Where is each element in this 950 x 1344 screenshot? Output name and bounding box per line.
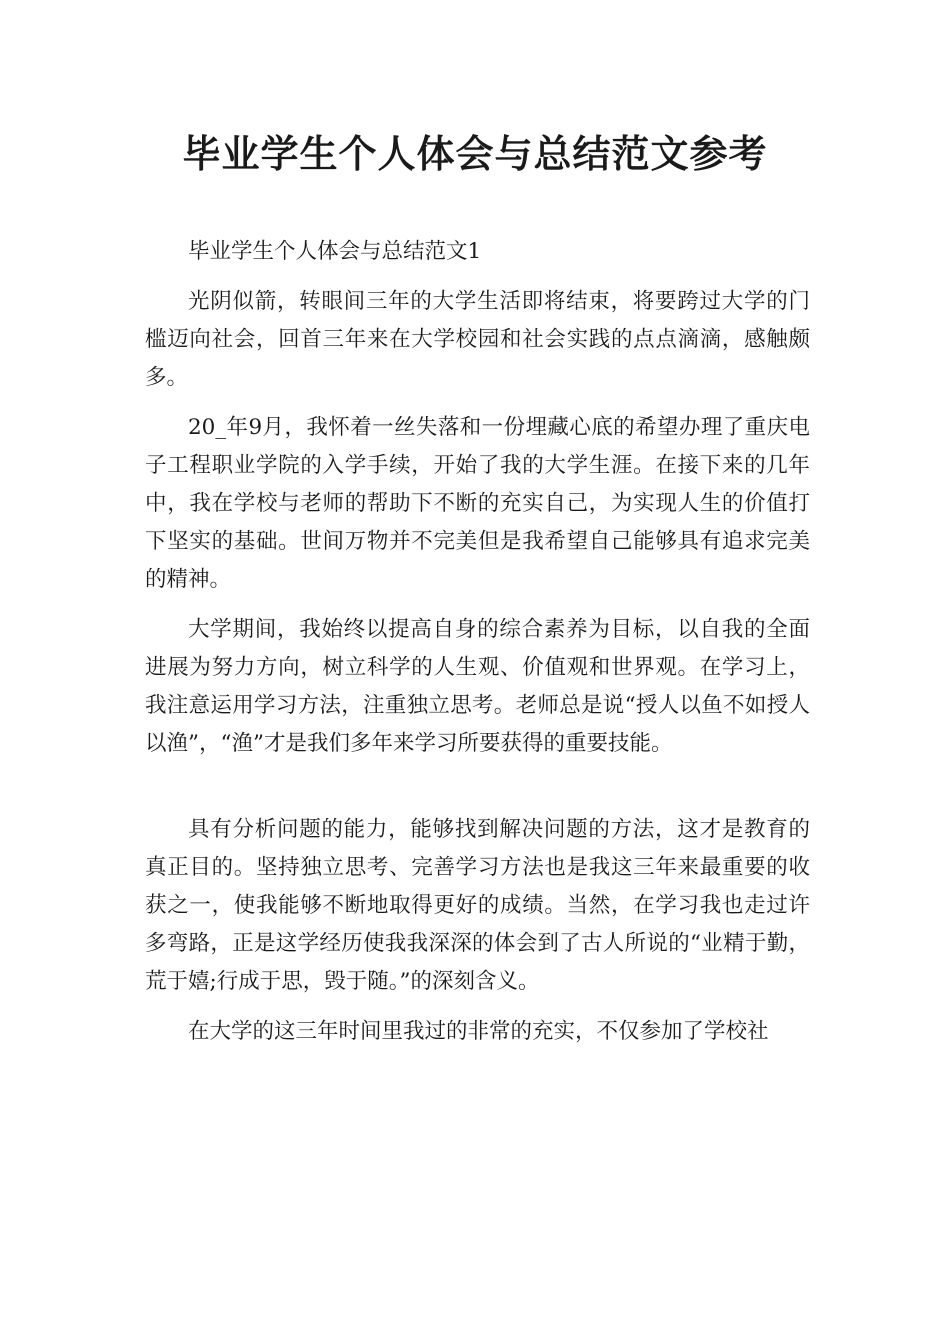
- paragraph-gap: [145, 775, 810, 811]
- section-heading: 毕业学生个人体会与总结范文1: [188, 239, 482, 264]
- paragraph-1: 光阴似箭，转眼间三年的大学生活即将结束，将要跨过大学的门槛迈向社会，回首三年来在大学校园和社会实践的点点滴滴，感触颇多。: [145, 289, 810, 390]
- paragraph-4: 具有分析问题的能力，能够找到解决问题的方法，这才是教育的真正目的。坚持独立思考、完善学习方法也是我这三年来最重要的收获之一，使我能够不断地取得更好的成绩。当然，在学习我也走过许多弯路，正是这学经历使我我深深的体会到了古人所说的“业精于勤，荒于嬉;行成于思，毁于随。”的深刻含义。: [145, 817, 810, 994]
- document-title: 毕业学生个人体会与总结范文参考: [182, 132, 768, 176]
- document-body: [145, 233, 810, 1063]
- paragraph-3: 大学期间，我始终以提高自身的综合素养为目标，以自我的全面进展为努力方向，树立科学的人生观、价值观和世界观。在学习上，我注意运用学习方法，注重独立思考。老师总是说“授人以鱼不如授人以渔”，“渔”才是我们多年来学习所要获得的重要技能。: [145, 617, 810, 756]
- paragraph-5: 在大学的这三年时间里我过的非常的充实，不仅参加了学校社: [188, 1019, 769, 1044]
- paragraph-2: 20_年9月，我怀着一丝失落和一份埋藏心底的希望办理了重庆电子工程职业学院的入学手续，开始了我的大学生涯。在接下来的几年中，我在学校与老师的帮助下不断的充实自己，为实现人生的价值打下坚实的基础。世间万物并不完美但是我希望自己能够具有追求完美的精神。: [145, 415, 810, 592]
